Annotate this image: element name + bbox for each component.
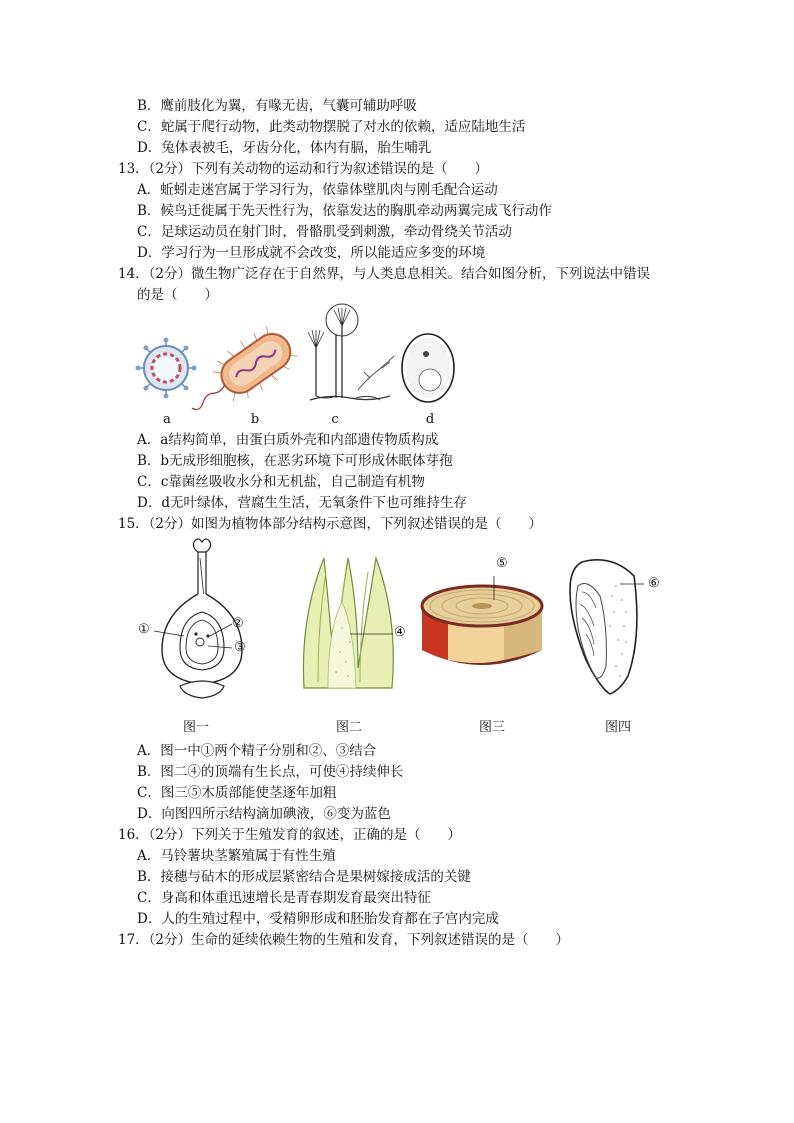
q12-option-c: C．蛇属于爬行动物，此类动物摆脱了对水的依赖，适应陆地生活 xyxy=(137,119,526,135)
bacterium-illustration xyxy=(176,320,301,410)
q14-label-b: b xyxy=(250,412,260,427)
marker-3: ③ xyxy=(234,640,246,655)
shoot-tip-diagram xyxy=(298,552,408,692)
q16-option-c: C．身高和体重迅速增长是青春期发育最突出特征 xyxy=(137,890,431,906)
caption-figure-2: 图二 xyxy=(335,720,362,735)
q14-label-a: a xyxy=(163,412,171,427)
caption-figure-1: 图一 xyxy=(182,720,209,735)
q16-option-d: D．人的生殖过程中，受精卵形成和胚胎发育都在子宫内完成 xyxy=(137,911,499,927)
marker-6: ⑥ xyxy=(648,576,660,591)
mold-illustration xyxy=(308,304,394,400)
yeast-illustration xyxy=(402,334,454,402)
q16-option-a: A．马铃薯块茎繁殖属于有性生殖 xyxy=(137,848,336,864)
q14-option-b: B．b无成形细胞核，在恶劣环境下可形成休眠体芽孢 xyxy=(137,453,453,469)
q14-option-c: C．c靠菌丝吸收水分和无机盐，自己制造有机物 xyxy=(137,474,425,490)
marker-1: ① xyxy=(138,622,150,637)
q13-stem: 13．（2分）下列有关动物的运动和行为叙述错误的是（ ） xyxy=(118,161,489,177)
q14-stem: 14．（2分）微生物广泛存在于自然界，与人类息息相关。结合如图分析，下列说法中错误 xyxy=(118,266,651,282)
q12-option-d: D．兔体表被毛，牙齿分化，体内有膈，胎生哺乳 xyxy=(137,140,432,156)
virus-illustration xyxy=(136,338,197,399)
q13-option-d: D．学习行为一旦形成就不会改变，所以能适应多变的环境 xyxy=(137,245,486,261)
q13-option-c: C．足球运动员在射门时，骨骼肌受到刺激，牵动骨绕关节活动 xyxy=(137,224,512,240)
stem-cross-section-diagram xyxy=(418,568,546,672)
q14-option-d: D．d无叶绿体，营腐生生活，无氧条件下也可维持生存 xyxy=(137,495,467,511)
marker-4: ④ xyxy=(394,625,406,640)
q14-option-a: A．a结构简单，由蛋白质外壳和内部遗传物质构成 xyxy=(137,432,439,448)
q16-option-b: B．接穗与砧木的形成层紧密结合是果树嫁接成活的关键 xyxy=(137,869,471,885)
q17-stem: 17．（2分）生命的延续依赖生物的生殖和发育，下列叙述错误的是（ ） xyxy=(118,932,570,948)
q14-label-d: d xyxy=(425,412,435,427)
corn-seed-diagram xyxy=(564,556,644,698)
q15-option-c: C．图三⑤木质部能使茎逐年加粗 xyxy=(137,785,337,801)
q16-stem: 16．（2分）下列关于生殖发育的叙述，正确的是（ ） xyxy=(118,827,462,843)
q15-option-a: A．图一中①两个精子分别和②、③结合 xyxy=(137,743,377,759)
caption-figure-4: 图四 xyxy=(604,720,631,735)
q15-stem: 15．（2分）如图为植物体部分结构示意图，下列叙述错误的是（ ） xyxy=(118,516,543,532)
q14-label-c: c xyxy=(331,412,339,427)
q13-option-b: B．候鸟迁徙属于先天性行为，依靠发达的胸肌牵动两翼完成飞行动作 xyxy=(137,203,552,219)
q13-option-a: A．蚯蚓走迷宫属于学习行为，依靠体壁肌肉与刚毛配合运动 xyxy=(137,182,498,198)
q15-option-d: D．向图四所示结构滴加碘液，⑥变为蓝色 xyxy=(137,806,391,822)
marker-2: ② xyxy=(232,616,244,631)
q12-option-b: B．鹰前肢化为翼，有喙无齿，气囊可辅助呼吸 xyxy=(137,98,417,114)
q15-option-b: B．图二④的顶端有生长点，可使④持续伸长 xyxy=(137,764,404,780)
caption-figure-3: 图三 xyxy=(478,720,505,735)
q14-stem-continued: 的是（ ） xyxy=(137,287,218,303)
q14-microbe-figure xyxy=(130,300,470,410)
marker-5: ⑤ xyxy=(496,556,508,571)
